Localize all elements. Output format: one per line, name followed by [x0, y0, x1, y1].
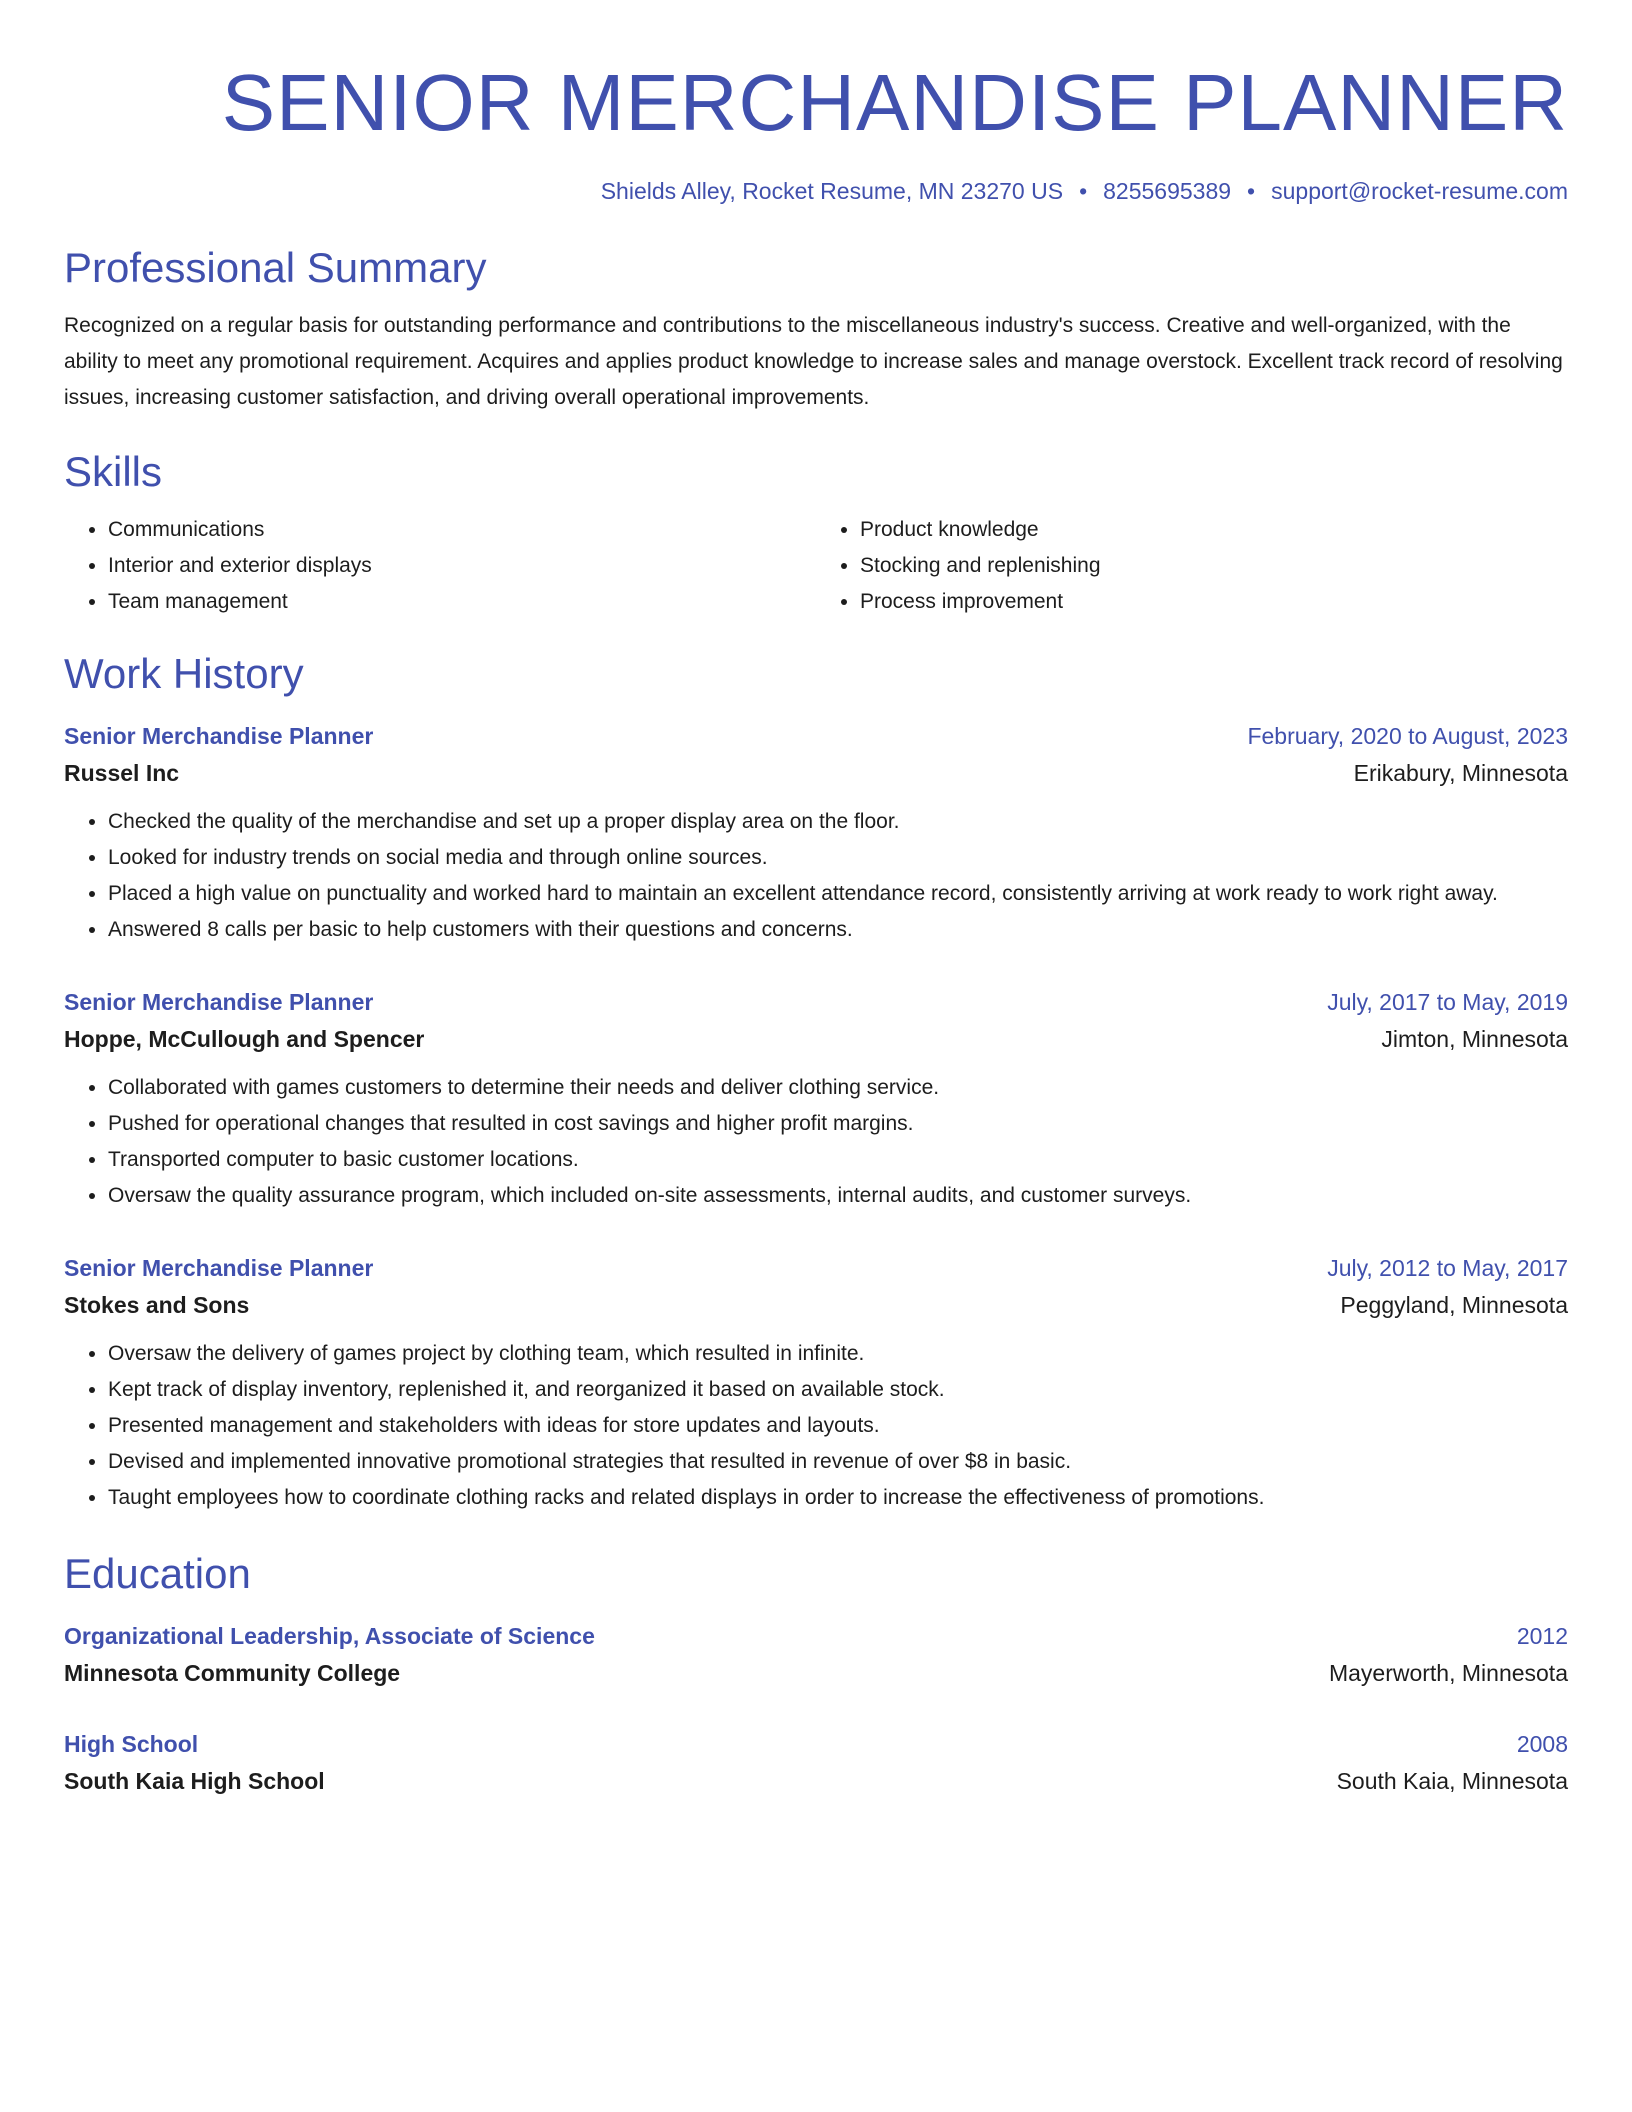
- education-section: [64, 1546, 1568, 1800]
- resume-name: SENIOR MERCHANDISE PLANNER: [221, 58, 1568, 147]
- job-company-row: [64, 1020, 1568, 1058]
- skill-item: • Process improvement: [860, 584, 1568, 620]
- resume-header: [64, 48, 1568, 208]
- job-bullet: • Looked for industry trends on social media and through online sources.: [108, 840, 1568, 876]
- job-title-row: [64, 984, 1568, 1020]
- education-school: Minnesota Community College: [64, 1660, 401, 1686]
- education-school-row: [64, 1654, 1568, 1692]
- job-title: Senior Merchandise Planner: [64, 989, 374, 1015]
- job-bullet: • Taught employees how to coordinate clothing racks and related displays in order to increase the effectiveness of promotions.: [108, 1480, 1568, 1516]
- job-bullet: • Kept track of display inventory, replenished it, and reorganized it based on available stock.: [108, 1372, 1568, 1408]
- job-company: Stokes and Sons: [64, 1292, 250, 1318]
- education-location: South Kaia, Minnesota: [1336, 1768, 1568, 1794]
- skill-item: • Product knowledge: [860, 512, 1568, 548]
- contact-phone: 8255695389: [1103, 178, 1232, 204]
- job-location: Peggyland, Minnesota: [1340, 1292, 1568, 1318]
- education-year: 2008: [1516, 1731, 1568, 1757]
- education-school-row: [64, 1762, 1568, 1800]
- job-bullet: • Transported computer to basic customer locations.: [108, 1142, 1568, 1178]
- job-entry: [64, 1250, 1568, 1516]
- skills-right-list: [816, 512, 1568, 620]
- job-bullet: • Pushed for operational changes that resulted in cost savings and higher profit margins.: [108, 1106, 1568, 1142]
- education-heading: Education: [64, 1550, 251, 1597]
- education-school: South Kaia High School: [64, 1768, 325, 1794]
- job-bullets: [64, 804, 1568, 948]
- education-entry: [64, 1726, 1568, 1800]
- skills-columns: [64, 512, 1568, 620]
- job-bullet: • Checked the quality of the merchandise and set up a proper display area on the floor.: [108, 804, 1568, 840]
- education-degree-row: [64, 1726, 1568, 1762]
- job-title-row: [64, 1250, 1568, 1286]
- skills-heading: Skills: [64, 448, 163, 495]
- job-location: Jimton, Minnesota: [1381, 1026, 1568, 1052]
- job-title: Senior Merchandise Planner: [64, 1255, 374, 1281]
- education-entry: [64, 1618, 1568, 1692]
- job-dates: February, 2020 to August, 2023: [1247, 723, 1568, 749]
- contact-separator: •: [1079, 178, 1088, 204]
- job-bullet: • Presented management and stakeholders with ideas for store updates and layouts.: [108, 1408, 1568, 1444]
- job-company-row: [64, 754, 1568, 792]
- job-dates: July, 2017 to May, 2019: [1327, 989, 1568, 1015]
- summary-heading: Professional Summary: [64, 244, 487, 291]
- skills-left-list: [64, 512, 816, 620]
- education-degree: High School: [64, 1731, 199, 1757]
- skill-item: • Interior and exterior displays: [108, 548, 816, 584]
- job-title: Senior Merchandise Planner: [64, 723, 374, 749]
- contact-separator: •: [1247, 178, 1256, 204]
- job-bullet: • Oversaw the quality assurance program, which included on-site assessments, internal audits, and customer surveys.: [108, 1178, 1568, 1214]
- job-title-row: [64, 718, 1568, 754]
- job-bullet: • Placed a high value on punctuality and worked hard to maintain an excellent attendance record, consistently arriving at work ready to work right away.: [108, 876, 1568, 912]
- contact-line: [64, 174, 1568, 208]
- job-bullet: • Collaborated with games customers to determine their needs and deliver clothing service.: [108, 1070, 1568, 1106]
- education-location: Mayerworth, Minnesota: [1328, 1660, 1568, 1686]
- skill-item: • Stocking and replenishing: [860, 548, 1568, 584]
- job-bullets: [64, 1070, 1568, 1214]
- work-history-section: [64, 646, 1568, 1516]
- summary-text: Recognized on a regular basis for outstanding performance and contributions to the miscellaneous industry's success. Creative and well-organized, with the ability to meet any promotional requirement. Acquires and applies product knowledge to increase sales and manage overstock. Excellent track record of resolving issues, increasing customer satisfaction, and driving overall operational improvements.: [64, 314, 1563, 409]
- education-degree: Organizational Leadership, Associate of Science: [64, 1623, 595, 1649]
- job-location: Erikabury, Minnesota: [1353, 760, 1568, 786]
- job-dates: July, 2012 to May, 2017: [1327, 1255, 1568, 1281]
- skill-item: • Communications: [108, 512, 816, 548]
- job-company-row: [64, 1286, 1568, 1324]
- contact-address: Shields Alley, Rocket Resume, MN 23270 US: [600, 178, 1064, 204]
- contact-email[interactable]: support@rocket-resume.com: [1271, 178, 1568, 204]
- work-history-heading: Work History: [64, 650, 304, 697]
- job-company: Russel Inc: [64, 760, 180, 786]
- skill-item: • Team management: [108, 584, 816, 620]
- education-year: 2012: [1516, 1623, 1568, 1649]
- job-entry: [64, 718, 1568, 948]
- job-bullet: • Devised and implemented innovative promotional strategies that resulted in revenue of over $8 in basic.: [108, 1444, 1568, 1480]
- job-company: Hoppe, McCullough and Spencer: [64, 1026, 425, 1052]
- skills-section: [64, 444, 1568, 620]
- summary-section: [64, 240, 1568, 416]
- job-bullets: [64, 1336, 1568, 1516]
- education-degree-row: [64, 1618, 1568, 1654]
- job-bullet: • Oversaw the delivery of games project by clothing team, which resulted in infinite.: [108, 1336, 1568, 1372]
- job-bullet: • Answered 8 calls per basic to help customers with their questions and concerns.: [108, 912, 1568, 948]
- job-entry: [64, 984, 1568, 1214]
